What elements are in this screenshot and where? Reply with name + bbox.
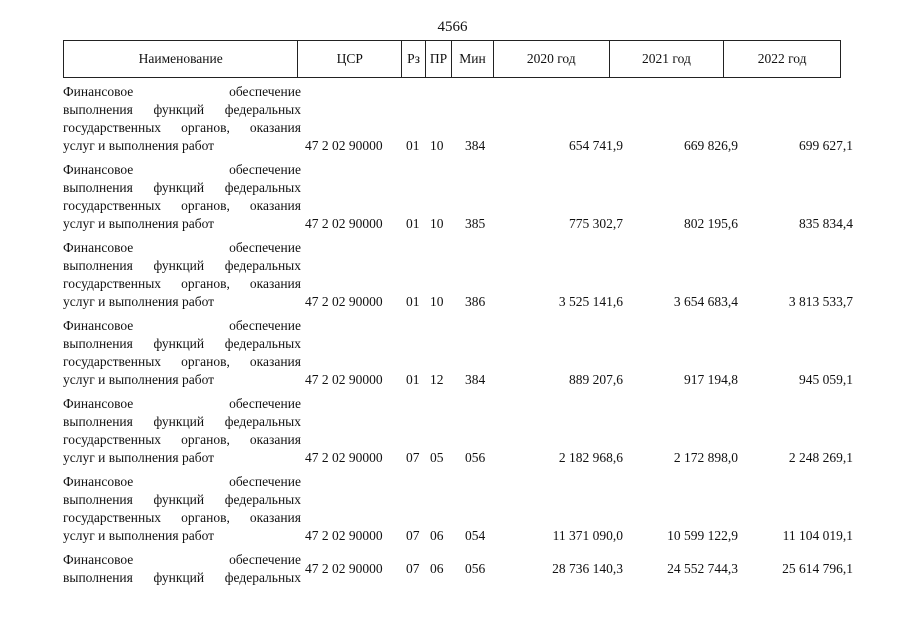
row-csr: 47 2 02 90000: [305, 528, 383, 543]
row-name-line: выполнения функций федеральных: [63, 180, 301, 195]
row-pr: 10: [430, 216, 444, 231]
row-min: 056: [465, 450, 486, 465]
row-2020: 889 207,6: [569, 372, 623, 387]
table-row: [63, 80, 853, 158]
row-rz: 01: [406, 216, 420, 231]
row-rz: 01: [406, 372, 420, 387]
header-min: Мин: [452, 41, 494, 77]
row-2020: 2 182 968,6: [558, 450, 623, 465]
row-name-line: Финансовое обеспечение: [63, 240, 301, 255]
row-min: 054: [465, 528, 486, 543]
row-name-line: услуг и выполнения работ: [63, 216, 215, 231]
table-body: [63, 80, 853, 598]
row-2020: 28 736 140,3: [552, 561, 623, 576]
row-pr: 10: [430, 294, 444, 309]
row-pr: 06: [430, 528, 444, 543]
row-name-line: выполнения функций федеральных: [63, 414, 301, 429]
table-row: [63, 470, 853, 548]
table-row: [63, 392, 853, 470]
row-2021: 10 599 122,9: [667, 528, 738, 543]
row-name: [63, 83, 301, 155]
page-number: 4566: [437, 19, 468, 35]
row-min: 384: [465, 372, 486, 387]
row-csr: 47 2 02 90000: [305, 294, 383, 309]
header-2020: 2020 год: [494, 41, 610, 77]
row-name-line: Финансовое обеспечение: [63, 84, 301, 99]
header-pr: ПР: [426, 41, 452, 77]
table-row: [63, 158, 853, 236]
row-rz: 07: [406, 528, 420, 543]
row-name-line: услуг и выполнения работ: [63, 294, 215, 309]
row-2021: 24 552 744,3: [667, 561, 738, 576]
row-2021: 2 172 898,0: [673, 450, 738, 465]
row-min: 384: [465, 138, 486, 153]
row-2020: 654 741,9: [569, 138, 623, 153]
row-pr: 05: [430, 450, 444, 465]
header-csr: ЦСР: [298, 41, 402, 77]
row-name: [63, 239, 301, 311]
row-name-line: государственных органов, оказания: [63, 510, 301, 525]
row-name-line: услуг и выполнения работ: [63, 450, 215, 465]
row-name-line: выполнения функций федеральных: [63, 570, 301, 585]
row-name-line: государственных органов, оказания: [63, 120, 301, 135]
row-2022: 699 627,1: [799, 138, 853, 153]
row-2020: 3 525 141,6: [558, 294, 623, 309]
row-2022: 835 834,4: [799, 216, 853, 231]
row-name: [63, 317, 301, 389]
row-2022: 945 059,1: [799, 372, 853, 387]
row-pr: 06: [430, 561, 444, 576]
row-rz: 07: [406, 450, 420, 465]
row-name-line: услуг и выполнения работ: [63, 138, 215, 153]
row-name-line: государственных органов, оказания: [63, 354, 301, 369]
row-2021: 3 654 683,4: [673, 294, 738, 309]
row-csr: 47 2 02 90000: [305, 138, 383, 153]
header-2021: 2021 год: [610, 41, 725, 77]
row-rz: 07: [406, 561, 420, 576]
table-row: [63, 236, 853, 314]
row-2021: 802 195,6: [684, 216, 738, 231]
row-2022: 11 104 019,1: [782, 528, 853, 543]
row-min: 056: [465, 561, 486, 576]
row-name-line: Финансовое обеспечение: [63, 162, 301, 177]
table-row: [63, 548, 853, 598]
row-name-line: Финансовое обеспечение: [63, 318, 301, 333]
row-2020: 775 302,7: [569, 216, 623, 231]
row-name-line: выполнения функций федеральных: [63, 336, 301, 351]
row-2020: 11 371 090,0: [552, 528, 623, 543]
row-name-line: выполнения функций федеральных: [63, 258, 301, 273]
row-csr: 47 2 02 90000: [305, 561, 383, 576]
header-name: Наименование: [64, 41, 298, 77]
row-2022: 2 248 269,1: [788, 450, 853, 465]
row-name: [63, 395, 301, 467]
row-name-line: Финансовое обеспечение: [63, 552, 301, 567]
row-name-line: услуг и выполнения работ: [63, 372, 215, 387]
row-name-line: услуг и выполнения работ: [63, 528, 215, 543]
row-name-line: государственных органов, оказания: [63, 198, 301, 213]
row-2021: 917 194,8: [684, 372, 738, 387]
row-csr: 47 2 02 90000: [305, 372, 383, 387]
row-name-line: Финансовое обеспечение: [63, 474, 301, 489]
row-name: [63, 551, 301, 587]
row-min: 386: [465, 294, 486, 309]
row-min: 385: [465, 216, 486, 231]
row-csr: 47 2 02 90000: [305, 216, 383, 231]
row-csr: 47 2 02 90000: [305, 450, 383, 465]
row-name-line: Финансовое обеспечение: [63, 396, 301, 411]
row-rz: 01: [406, 294, 420, 309]
row-name-line: выполнения функций федеральных: [63, 102, 301, 117]
row-name-line: выполнения функций федеральных: [63, 492, 301, 507]
row-2021: 669 826,9: [684, 138, 738, 153]
row-2022: 25 614 796,1: [782, 561, 853, 576]
table-row: [63, 314, 853, 392]
row-name: [63, 473, 301, 545]
row-pr: 12: [430, 372, 444, 387]
row-pr: 10: [430, 138, 444, 153]
row-name-line: государственных органов, оказания: [63, 276, 301, 291]
row-2022: 3 813 533,7: [788, 294, 853, 309]
row-rz: 01: [406, 138, 420, 153]
row-name-line: государственных органов, оказания: [63, 432, 301, 447]
header-rz: Рз: [402, 41, 426, 77]
header-2022: 2022 год: [757, 51, 807, 66]
table-header: [63, 40, 841, 78]
row-name: [63, 161, 301, 233]
